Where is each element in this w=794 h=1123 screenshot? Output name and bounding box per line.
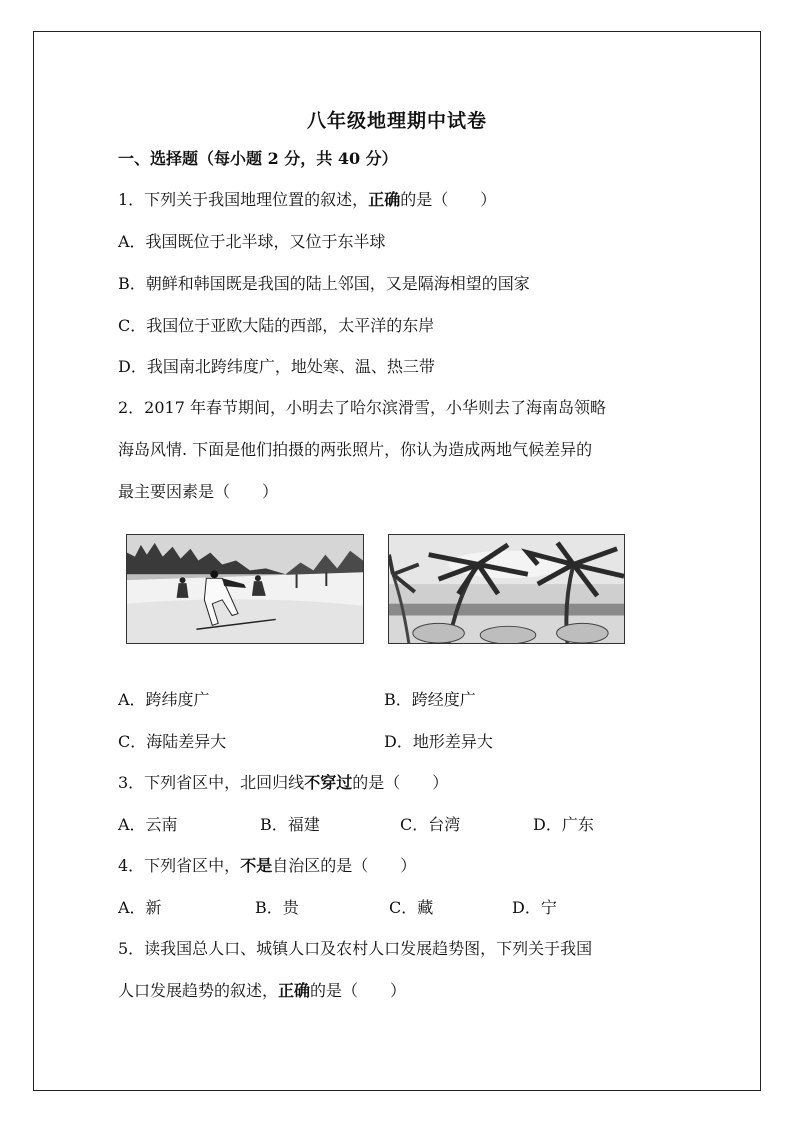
q3-stem-emphasis: 不穿过: [304, 773, 353, 792]
q5-stem-end: 的是（ ）: [310, 981, 407, 1000]
q2-option-a: A．跨纬度广: [118, 690, 210, 709]
q1-option-d: D．我国南北跨纬度广，地处寒、温、热三带: [118, 357, 435, 376]
question-3-stem: [118, 772, 448, 794]
question-1-stem: [118, 189, 496, 211]
q4-option-d: D．宁: [512, 898, 557, 917]
q5-stem-line-1: 5．读我国总人口、城镇人口及农村人口发展趋势图，下列关于我国: [118, 939, 593, 958]
q1-stem-text: 1．下列关于我国地理位置的叙述，: [118, 190, 369, 209]
q5-stem-line-2: [118, 980, 406, 1002]
q1-stem-emphasis: 正确: [368, 190, 401, 209]
q4-stem-text: 4．下列省区中，: [118, 856, 241, 875]
section-heading: 一、选择题（每小题 2 分，共 40 分）: [118, 149, 398, 168]
q1-option-b: B．朝鲜和韩国既是我国的陆上邻国，又是隔海相望的国家: [118, 274, 530, 293]
q3-stem-text: 3．下列省区中，北回归线: [118, 773, 305, 792]
q3-stem-end: 的是（ ）: [352, 773, 449, 792]
q2-stem-line-2: 海岛风情. 下面是他们拍摄的两张照片，你认为造成两地气候差异的: [118, 440, 593, 459]
q1-option-a: A．我国既位于北半球，又位于东半球: [118, 232, 386, 251]
q4-option-a: A．新: [118, 898, 162, 917]
q4-stem-emphasis: 不是: [240, 856, 273, 875]
exam-title: 八年级地理期中试卷: [306, 110, 487, 132]
q4-stem-end: 自治区的是（ ）: [272, 856, 417, 875]
q2-stem-line-3: 最主要因素是（ ）: [118, 482, 279, 501]
skiing-photo: [126, 534, 364, 644]
question-4-stem: [118, 855, 416, 877]
q4-option-c: C．藏: [389, 898, 434, 917]
q1-option-c: C．我国位于亚欧大陆的西部，太平洋的东岸: [118, 316, 435, 335]
q5-stem-text: 人口发展趋势的叙述，: [118, 981, 279, 1000]
beach-palm-photo: [388, 534, 625, 644]
q2-option-c: C．海陆差异大: [118, 732, 227, 751]
q2-option-b: B．跨经度广: [384, 690, 476, 709]
q2-stem-line-1: 2．2017 年春节期间，小明去了哈尔滨滑雪，小华则去了海南岛领略: [118, 398, 606, 417]
q2-option-d: D．地形差异大: [384, 732, 493, 751]
q3-option-c: C．台湾: [400, 815, 461, 834]
q3-option-d: D．广东: [533, 815, 594, 834]
q3-option-a: A．云南: [118, 815, 178, 834]
q3-option-b: B．福建: [260, 815, 320, 834]
q4-option-b: B．贵: [255, 898, 299, 917]
q5-stem-emphasis: 正确: [278, 981, 311, 1000]
q1-stem-end: 的是（ ）: [400, 190, 497, 209]
